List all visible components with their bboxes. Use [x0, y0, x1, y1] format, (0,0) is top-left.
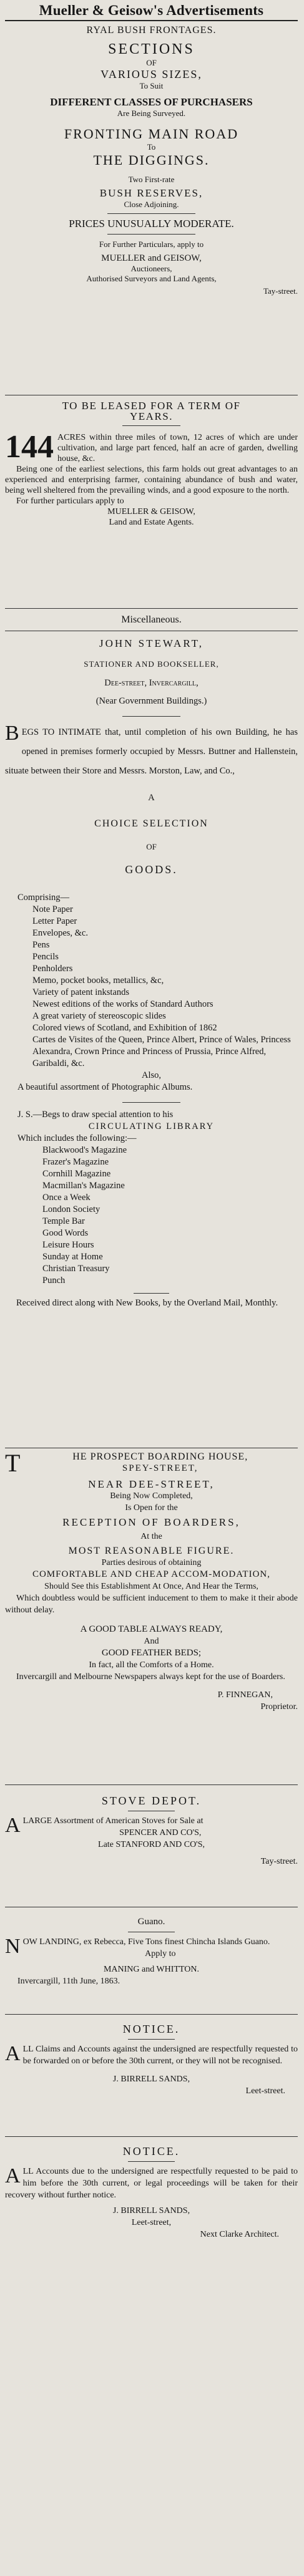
magazine-list-item: Good Words	[42, 1228, 89, 1238]
ad-line: CHOICE SELECTION	[94, 818, 208, 829]
ad-text: LL Accounts due to the undersigned are respectfully requested to be paid to him before the 30th current, or legal proceedings will be taken for their recovery without further notice.	[5, 2167, 298, 2200]
drop-cap: N	[5, 1935, 21, 1958]
page-banner: Mueller & Geisow's Advertisements	[5, 0, 298, 21]
lease-ad	[5, 395, 298, 609]
magazine-list-item: Sunday at Home	[42, 1252, 103, 1262]
signature: Next Clarke Architect.	[200, 2230, 279, 2239]
ad-line: At the	[140, 1532, 162, 1541]
ad-line: THE DIGGINGS.	[93, 152, 210, 168]
ad-text: Invercargill and Melbourne Newspapers always kept for the use of Boarders.	[16, 1672, 285, 1682]
ryal-bush-ad	[5, 21, 298, 395]
divider	[122, 425, 181, 426]
ad-line: Close Adjoining.	[124, 200, 179, 209]
divider	[122, 1102, 181, 1103]
signature: Leet-street,	[131, 2218, 172, 2227]
ad-line: Authorised Surveyors and Land Agents,	[86, 274, 217, 283]
ad-line: GOODS.	[125, 863, 178, 876]
ad-line: FRONTING MAIN ROAD	[64, 126, 239, 142]
drop-cap: 144	[5, 429, 54, 465]
ad-text: EGS TO INTIMATE that, until completion of his own Building, he has opened in premises formerly occupied by Messrs. Buttner and Hallenstein, situate between their Store and Messrs. Morston, Law, and Co.,	[5, 727, 298, 776]
guano-ad	[5, 1907, 298, 2015]
divider	[107, 213, 195, 214]
ad-text: ACRES within three miles of town, 12 acres of which are under cultivation, and large part fenced, half an acre of garden, dwelling house, &c.	[57, 433, 298, 463]
ad-title: NOTICE.	[122, 2145, 180, 2157]
goods-list-item: A great variety of stereoscopic slides	[32, 1011, 166, 1021]
magazine-list-item: Christian Treasury	[42, 1264, 110, 1274]
ad-line: GOOD FEATHER BEDS;	[101, 1648, 202, 1658]
ad-line: In fact, all the Comforts of a Home.	[89, 1660, 214, 1670]
goods-list-item: Cartes de Visites of the Queen, Prince Albert, Prince of Wales, Princess Alexandra, Crown Prince and Princess of Prussia, Prince Alfred, Garibaldi, &c.	[32, 1035, 291, 1068]
goods-list-item: Pencils	[32, 952, 59, 962]
signature: Leet-street.	[245, 2086, 285, 2096]
ad-line: MUELLER and GEISOW,	[101, 253, 202, 263]
drop-cap: A	[5, 2164, 21, 2187]
ad-title: HE PROSPECT BOARDING HOUSE,	[72, 1451, 248, 1462]
ad-text: Being one of the earliest selections, this farm holds out great advantages to an experienced and enterprising farmer, containing abundance of bush and water, being well sheltered from the prevailing winds, and a good exposure to the north.	[5, 465, 298, 495]
goods-list-item: Variety of patent inkstands	[32, 987, 130, 997]
magazine-list-item: London Society	[42, 1204, 101, 1214]
ad-line: J. S.—Begs to draw special attention to his	[17, 1110, 174, 1120]
drop-cap: B	[5, 722, 19, 745]
ad-line: To	[147, 142, 156, 152]
ad-line: Should See this Establishment At Once, And Hear the Terms,	[44, 1582, 258, 1591]
drop-cap: T	[5, 1451, 21, 1474]
ad-title: STOVE DEPOT.	[101, 1794, 202, 1807]
ad-line: (Near Government Buildings.)	[96, 696, 207, 706]
ad-line: A beautiful assortment of Photographic Albums.	[17, 1082, 193, 1092]
ad-line: A	[148, 793, 155, 803]
ad-text: LARGE Assortment of American Stoves for Sale at	[22, 1816, 203, 1826]
ad-line: Parties desirous of obtaining	[101, 1558, 202, 1567]
ad-line: NEAR DEE-STREET,	[88, 1478, 215, 1490]
signature: J. BIRRELL SANDS,	[112, 2075, 190, 2084]
ad-line: SPENCER AND CO'S,	[119, 1828, 202, 1838]
ad-line: Being Now Completed,	[110, 1491, 193, 1501]
ad-line: Which includes the following:—	[17, 1133, 137, 1143]
ad-line: BUSH RESERVES,	[99, 187, 203, 199]
ad-line: DIFFERENT CLASSES OF PURCHASERS	[50, 96, 253, 108]
divider	[107, 234, 195, 235]
stove-depot-ad	[5, 1785, 298, 1907]
ad-line: And	[144, 1637, 159, 1646]
magazine-list-item: Once a Week	[42, 1193, 91, 1203]
goods-list-item: Letter Paper	[32, 916, 77, 926]
boarding-house-ad	[5, 1448, 298, 1785]
magazine-list-item: Temple Bar	[42, 1216, 85, 1226]
ad-text: LL Claims and Accounts against the undersigned are respectfully requested to be forwarded on or before the 30th current, or they will not be recognised.	[22, 2045, 298, 2066]
ad-title: Guano.	[137, 1917, 165, 1927]
ad-text: Which doubtless would be sufficient inducement to them to make it their abode without delay.	[5, 1594, 298, 1615]
magazines-list	[5, 1145, 298, 1287]
ad-line: SPEY-STREET,	[122, 1463, 199, 1473]
ad-text: OW LANDING, ex Rebecca, Five Tons finest Chincha Islands Guano.	[22, 1937, 270, 1947]
notice-claims-ad	[5, 2015, 298, 2137]
ad-line: COMFORTABLE AND CHEAP ACCOM-MODATION,	[32, 1569, 271, 1579]
goods-list-item: Memo, pocket books, metallics, &c,	[32, 976, 164, 985]
ad-title: TO BE LEASED FOR A TERM OF	[62, 400, 241, 412]
goods-list-item: Note Paper	[32, 904, 73, 914]
ad-line: Late STANFORD AND CO'S,	[98, 1840, 205, 1849]
ad-line: OF	[146, 58, 157, 67]
ad-line: For Further Particulars, apply to	[99, 240, 204, 249]
ad-line: MANING and WHITTON.	[103, 1965, 200, 1974]
ad-line: A GOOD TABLE ALWAYS READY,	[80, 1624, 223, 1634]
ad-line: Dee-street, Invercargill,	[104, 678, 199, 688]
goods-list-item: Penholders	[32, 964, 73, 974]
goods-list-item: Envelopes, &c.	[32, 928, 88, 938]
magazine-list-item: Blackwood's Magazine	[42, 1145, 127, 1155]
magazine-list-item: Punch	[42, 1276, 66, 1286]
ad-text: Received direct along with New Books, by the Overland Mail, Monthly.	[16, 1298, 278, 1308]
ad-line: Two First-rate	[128, 175, 175, 184]
drop-cap: A	[5, 2042, 21, 2065]
magazine-list-item: Macmillan's Magazine	[42, 1181, 125, 1191]
goods-list	[5, 904, 298, 1070]
ad-line: To Suit	[139, 81, 164, 90]
ad-line: Comprising—	[17, 893, 69, 903]
ad-line: OF	[146, 842, 157, 851]
ad-text: For further particulars apply to	[16, 496, 124, 506]
goods-list-item: Newest editions of the works of Standard Authors	[32, 999, 213, 1009]
magazine-list-item: Leisure Hours	[42, 1240, 94, 1250]
ad-line: Tay-street.	[260, 1857, 298, 1866]
ad-line: PRICES UNUSUALLY MODERATE.	[69, 218, 234, 230]
goods-list-item: Colored views of Scotland, and Exhibition of 1862	[32, 1023, 217, 1033]
signature: P. FINNEGAN,	[217, 1690, 273, 1700]
magazine-list-item: Cornhill Magazine	[42, 1169, 111, 1179]
ad-title: YEARS.	[130, 410, 173, 422]
ad-line: MOST REASONABLE FIGURE.	[68, 1546, 235, 1556]
goods-list-item: Pens	[32, 940, 50, 950]
ad-line: VARIOUS SIZES,	[101, 68, 202, 80]
ad-line: STATIONER AND BOOKSELLER,	[84, 659, 219, 669]
signature: Land and Estate Agents.	[109, 518, 194, 527]
signature: MUELLER & GEISOW,	[107, 507, 195, 516]
notice-accounts-ad	[5, 2137, 298, 2576]
ad-line: SECTIONS	[108, 41, 195, 57]
ad-line: Also,	[141, 1070, 162, 1080]
ad-line: Are Being Surveyed.	[117, 109, 186, 118]
ad-line: Auctioneers,	[130, 264, 172, 273]
ad-line: Is Open for the	[125, 1503, 178, 1513]
divider	[134, 1293, 169, 1294]
magazine-list-item: Frazer's Magazine	[42, 1157, 109, 1167]
divider	[128, 2161, 175, 2162]
signature: J. BIRRELL SANDS,	[112, 2206, 190, 2215]
john-stewart-ad	[5, 631, 298, 1448]
ad-title: NOTICE.	[122, 2023, 180, 2035]
ad-title: JOHN STEWART,	[99, 637, 204, 649]
ad-line: Apply to	[145, 1949, 176, 1959]
ad-title: RYAL BUSH FRONTAGES.	[86, 25, 217, 36]
signature: Proprietor.	[260, 1702, 298, 1712]
divider	[128, 2039, 175, 2040]
divider	[122, 716, 181, 717]
drop-cap: A	[5, 1814, 21, 1837]
ad-line: CIRCULATING LIBRARY	[88, 1121, 215, 1131]
ad-line: Tay-street.	[263, 286, 298, 296]
section-heading-miscellaneous: Miscellaneous.	[5, 609, 298, 631]
ad-line: RECEPTION OF BOARDERS,	[62, 1516, 240, 1528]
ad-line: Invercargill, 11th June, 1863.	[17, 1977, 120, 1986]
